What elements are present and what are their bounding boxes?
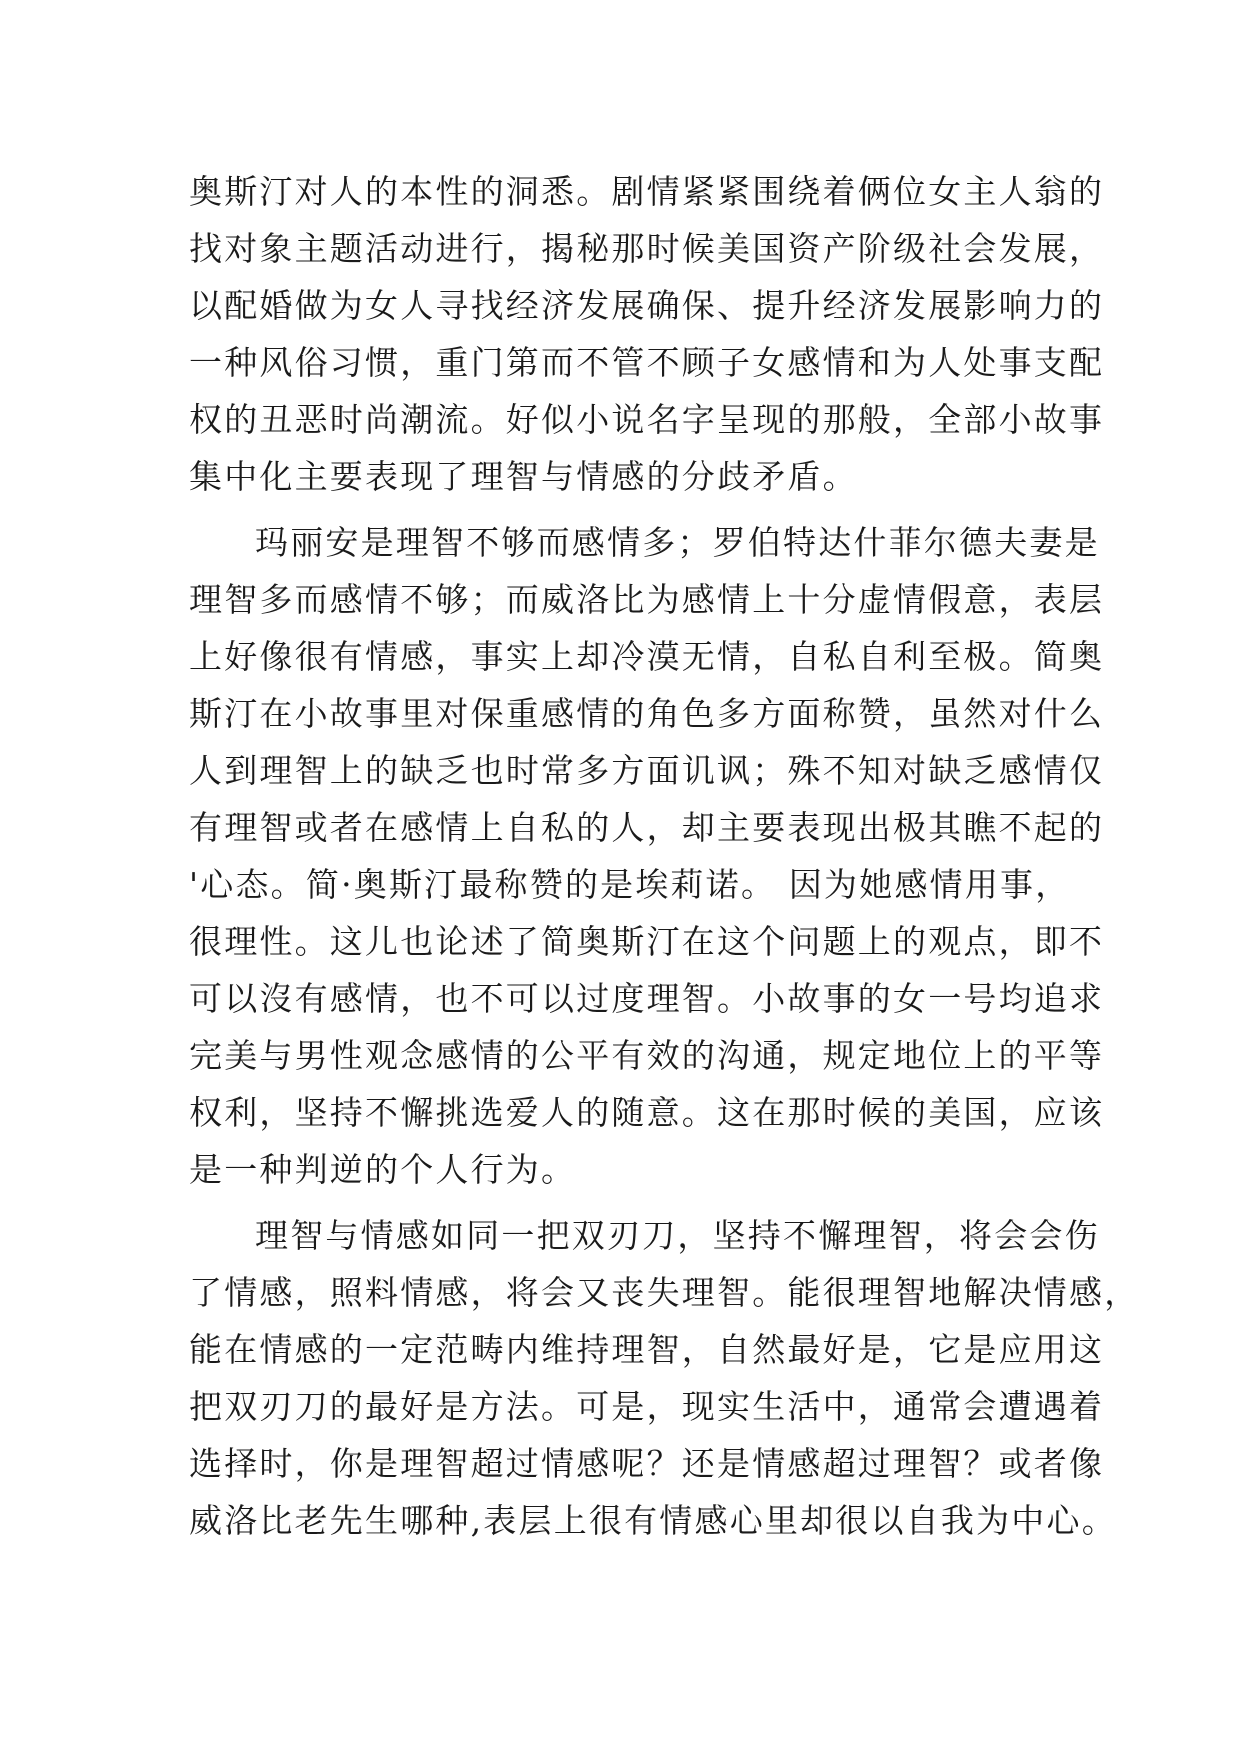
- paragraph-2-line-4: 斯汀在小故事里对保重感情的角色多方面称赞，虽然对什么: [189, 694, 1105, 733]
- paragraph-2-line-2: 理智多而感情不够；而威洛比为感情上十分虚情假意，表层: [189, 580, 1105, 619]
- paragraph-2-line-6: 有理智或者在感情上自私的人，却主要表现出极其瞧不起的: [189, 808, 1105, 847]
- paragraph-3-line-4: 把双刃刀的最好是方法。可是，现实生活中，通常会遭遇着: [189, 1387, 1105, 1426]
- paragraph-2-line-5: 人到理智上的缺乏也时常多方面讥讽；殊不知对缺乏感情仅: [189, 751, 1105, 790]
- paragraph-1-line-5: 权的丑恶时尚潮流。好似小说名字呈现的那般，全部小故事: [189, 400, 1105, 439]
- paragraph-3-line-3: 能在情感的一定范畴内维持理智，自然最好是，它是应用这: [189, 1330, 1105, 1369]
- document-body: [189, 163, 1140, 1549]
- paragraph-1-line-6: 集中化主要表现了理智与情感的分歧矛盾。: [189, 457, 858, 496]
- paragraph-2-line-10: 完美与男性观念感情的公平有效的沟通，规定地位上的平等: [189, 1036, 1105, 1075]
- paragraph-3-line-6: 威洛比老先生哪种,表层上很有情感心里却很以自我为中心。: [189, 1501, 1117, 1540]
- paragraph-2-line-3: 上好像很有情感，事实上却冷漠无情，自私自利至极。简奥: [189, 637, 1105, 676]
- paragraph-2-line-7: '心态。简·奥斯汀最称赞的是埃莉诺。 因为她感情用事，: [189, 865, 1071, 904]
- paragraph-3-line-5: 选择时，你是理智超过情感呢？还是情感超过理智？或者像: [189, 1444, 1105, 1483]
- paragraph-1-line-1: 奥斯汀对人的本性的洞悉。剧情紧紧围绕着俩位女主人翁的: [189, 172, 1105, 211]
- paragraph-2-line-9: 可以沒有感情，也不可以过度理智。小故事的女一号均追求: [189, 979, 1105, 1018]
- paragraph-1-line-3: 以配婚做为女人寻找经济发展确保、提升经济发展影响力的: [189, 286, 1105, 325]
- paragraph-3-line-1: 理智与情感如同一把双刃刀，坚持不懈理智，将会会伤: [255, 1216, 1100, 1255]
- paragraph-2-line-11: 权利，坚持不懈挑选爱人的随意。这在那时候的美国，应该: [189, 1093, 1105, 1132]
- paragraph-1-line-2: 找对象主题活动进行，揭秘那时候美国资产阶级社会发展，: [189, 229, 1105, 268]
- paragraph-2-line-1: 玛丽安是理智不够而感情多；罗伯特达什菲尔德夫妻是: [255, 523, 1100, 562]
- paragraph-2-line-12: 是一种判逆的个人行为。: [189, 1150, 577, 1189]
- paragraph-2-line-8: 很理性。这儿也论述了简奥斯汀在这个问题上的观点，即不: [189, 922, 1105, 961]
- paragraph-3-line-2: 了情感，照料情感，将会又丧失理智。能很理智地解决情感，: [189, 1273, 1140, 1312]
- paragraph-1-line-4: 一种风俗习惯，重门第而不管不顾子女感情和为人处事支配: [189, 343, 1105, 382]
